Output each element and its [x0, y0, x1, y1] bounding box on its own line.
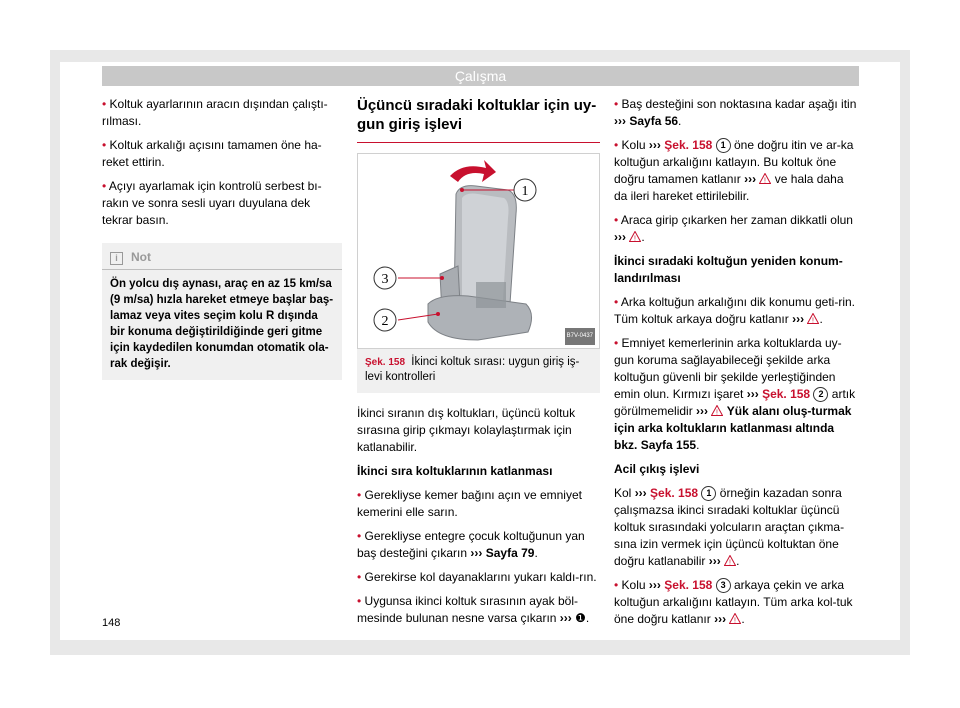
svg-text:!: !	[812, 317, 815, 324]
bullet-item	[357, 487, 600, 521]
info-icon: i	[110, 252, 123, 265]
callout-number: 2	[813, 387, 828, 402]
bullet-icon: •	[614, 578, 619, 592]
bullet-icon: •	[357, 594, 362, 608]
bullet-text: Baş desteğini son noktasına kadar aşağı itin	[621, 97, 857, 111]
callout-number: 1	[701, 486, 716, 501]
page-header	[102, 66, 859, 86]
bullet-text: Koltuk arkalığı açısını tamamen öne ha-reket ettirin.	[102, 138, 322, 169]
figure-link[interactable]: Şek. 158	[762, 387, 811, 401]
bullet-item	[102, 178, 342, 229]
column-left	[102, 96, 342, 380]
bullet-item: • Baş desteğini son noktasına kadar aşağı itin ››› Sayfa 56.	[614, 97, 857, 128]
arrow-icon: ›››	[708, 554, 721, 568]
arrow-icon: ›››	[714, 612, 727, 626]
bullet-text: artık görülmemelidir	[614, 387, 856, 418]
bullet-item	[357, 569, 600, 586]
bullet-item: • Gerekliyse entegre çocuk koltuğunun yan baş desteğini çıkarın ››› Sayfa 79.	[357, 529, 585, 560]
bullet-icon: •	[357, 570, 362, 584]
warning-icon	[807, 313, 819, 324]
note-title: Not	[131, 250, 151, 264]
warning-icon	[629, 231, 641, 242]
section-title: Üçüncü sıradaki koltuklar için uy-gun giriş işlevi	[357, 96, 600, 143]
page-link[interactable]: Sayfa 155	[640, 438, 697, 452]
bullet-item: • Araca girip çıkarken her zaman dikkatli olun ››› ! .	[614, 213, 853, 244]
bullet-icon: •	[614, 336, 619, 350]
caption-label: Şek. 158	[365, 357, 406, 368]
arrow-icon: ›››	[696, 404, 709, 418]
column-middle	[357, 96, 600, 634]
arrow-icon: ›››	[559, 611, 572, 625]
bullet-icon: •	[357, 488, 362, 502]
warning-icon	[729, 613, 741, 624]
paragraph-text: örneğin kazadan sonra çalışmazsa ikinci sıradaki koltuklar üçüncü koltuk sırasındaki yolcuların araçtan çıkma-sına izin vermek için üçüncü koltuktan öne doğru katlanabilir	[614, 486, 845, 568]
bullet-text: Koltuk ayarlarının aracın dışından çalıştı-rılması.	[102, 97, 328, 128]
arrow-icon: ›››	[744, 172, 757, 186]
svg-text:!: !	[764, 177, 767, 184]
warning-icon	[724, 555, 736, 566]
bullet-item: • Emniyet kemerlerinin arka koltuklarda uy-gun koruma sağlayabileceği şekilde arka koltuğun güvenli bir şekilde yerleştiğinden emin olun. Kırmızı işaret ››› Şek. 158 2 artık görülmemelidir ››› ! Yük alanı oluş-turmak için arka koltukların katlanması altında bkz. Sayfa 155.	[614, 336, 856, 452]
subheading: İkinci sıra koltuklarının katlanması	[357, 464, 553, 478]
arrow-icon: ›››	[746, 387, 759, 401]
arrow-icon: ›››	[614, 230, 626, 244]
warning-icon	[711, 405, 723, 416]
arrow-icon: ›››	[648, 138, 661, 152]
bullet-text: Açıyı ayarlamak için kontrolü serbest bı-rakın ve sonra sesli uyarı duyulana dek tekrar basın.	[102, 179, 322, 227]
page-link[interactable]: Sayfa 79	[485, 546, 535, 560]
column-right	[614, 96, 859, 635]
note-text: Ön yolcu dış aynası, araç en az 15 km/sa (9 m/sa) hızla hareket etmeye başlar baş-lamaz veya vites seçim kolu R dışında bir konuma değiştirildiğinde geri gitme için kaydedilen konumdan otomatik ola-rak değişir.	[110, 278, 334, 370]
bullet-text: Kolu	[621, 138, 646, 152]
note-header	[102, 243, 342, 270]
arrow-icon: ›››	[648, 578, 661, 592]
subheading: Acil çıkış işlevi	[614, 462, 700, 476]
arrow-icon: ›››	[792, 312, 805, 326]
svg-text:!: !	[734, 617, 737, 624]
intro-text: İkinci sıranın dış koltukları, üçüncü koltuk sırasına girip çıkmayı kolaylaştırmak için katlanabilir.	[357, 406, 576, 454]
header-title: Çalışma	[454, 68, 507, 84]
bullet-icon: •	[614, 213, 619, 227]
seat-figure	[357, 153, 600, 349]
bullet-text: Emniyet kemerlerinin arka koltuklarda uy-gun koruma sağlayabileceği şekilde arka koltuğun güvenli bir şekilde yerleştiğinden emin olun. Kırmızı işaret	[614, 336, 842, 401]
figure-link[interactable]: Şek. 158	[664, 138, 713, 152]
callout-3: 3	[381, 272, 389, 287]
bullet-item: • Uygunsa ikinci koltuk sırasının ayak böl-mesinde bulunan nesne varsa çıkarın ››› ❶.	[357, 594, 590, 625]
bullet-icon: •	[614, 97, 619, 111]
page-link[interactable]: Sayfa 56	[629, 114, 679, 128]
caution-icon: ❶	[575, 611, 586, 625]
svg-text:!: !	[634, 235, 637, 242]
caption-text: İkinci koltuk sırası: uygun giriş iş-levi kontrolleri	[365, 356, 580, 383]
bullet-item	[102, 137, 342, 171]
bullet-item	[102, 96, 342, 130]
note-box	[102, 243, 342, 380]
bullet-icon: •	[614, 295, 619, 309]
callout-number: 1	[716, 138, 731, 153]
callout-1: 1	[521, 184, 529, 199]
bullet-text: Gerekliyse entegre çocuk koltuğunun yan baş desteğini çıkarın	[357, 529, 585, 560]
arrow-icon: ›››	[634, 486, 647, 500]
bullet-item: • Kolu ››› Şek. 158 3 arkaya çekin ve arka koltuğun arkalığını katlayın. Tüm arka kol-tuk öne doğru katlanır ››› ! .	[614, 578, 853, 626]
callout-number: 3	[716, 578, 731, 593]
bullet-item: • Arka koltuğun arkalığını dik konumu geti-rin. Tüm koltuk arkaya doğru katlanır ››› ! .	[614, 295, 855, 326]
bullet-icon: •	[357, 529, 362, 543]
bullet-text: Gerekirse kol dayanaklarını yukarı kaldı-rın.	[364, 570, 597, 584]
svg-text:!: !	[716, 409, 719, 416]
svg-text:!: !	[729, 559, 732, 566]
subheading: İkinci sıradaki koltuğun yeniden konum-landırılması	[614, 254, 843, 285]
bullet-text: Gerekliyse kemer bağını açın ve emniyet kemerini elle sarın.	[357, 488, 582, 519]
bullet-icon: •	[102, 138, 107, 152]
arrow-icon: ›››	[614, 114, 626, 128]
figure-link[interactable]: Şek. 158	[664, 578, 713, 592]
bullet-text: Araca girip çıkarken her zaman dikkatli olun	[620, 213, 853, 227]
bullet-text: ve hala daha da ileri hareket ettirilebilir.	[614, 172, 844, 203]
bullet-text: öne doğru itin ve ar-ka koltuğun arkalığını katlayın. Bu koltuk öne doğru tamamen katlanır	[614, 138, 854, 186]
bullet-text: arkaya çekin ve arka koltuğun arkalığını katlayın. Tüm arka kol-tuk öne doğru katlanır	[614, 578, 853, 626]
figure-code: B7V-0437	[565, 328, 595, 345]
page-number: 148	[102, 617, 121, 629]
bullet-item	[614, 137, 859, 205]
bold-text: Yük alanı oluş-turmak için arka koltukların katlanması altında bkz.	[614, 404, 852, 452]
bullet-text: Uygunsa ikinci koltuk sırasının ayak böl-mesinde bulunan nesne varsa çıkarın	[357, 594, 578, 625]
bullet-icon: •	[102, 179, 107, 193]
seat-illustration	[358, 154, 599, 348]
paragraph: Kol ››› Şek. 158 1 örneğin kazadan sonra çalışmazsa ikinci sıradaki koltuklar üçüncü koltuk sırasındaki yolcuların araçtan çıkma-sına izin vermek için üçüncü koltuktan öne doğru katlanabilir ››› ! .	[614, 486, 845, 568]
arrow-icon: ›››	[470, 546, 483, 560]
figure-link[interactable]: Şek. 158	[650, 486, 699, 500]
callout-2: 2	[381, 314, 389, 329]
figure-caption	[357, 349, 600, 393]
warning-icon	[759, 173, 771, 184]
paragraph-text: Kol	[614, 486, 632, 500]
bullet-text: Kolu	[621, 578, 646, 592]
bullet-icon: •	[102, 97, 107, 111]
bullet-text: Arka koltuğun arkalığını dik konumu geti-rin. Tüm koltuk arkaya doğru katlanır	[614, 295, 855, 326]
bullet-icon: •	[614, 138, 619, 152]
